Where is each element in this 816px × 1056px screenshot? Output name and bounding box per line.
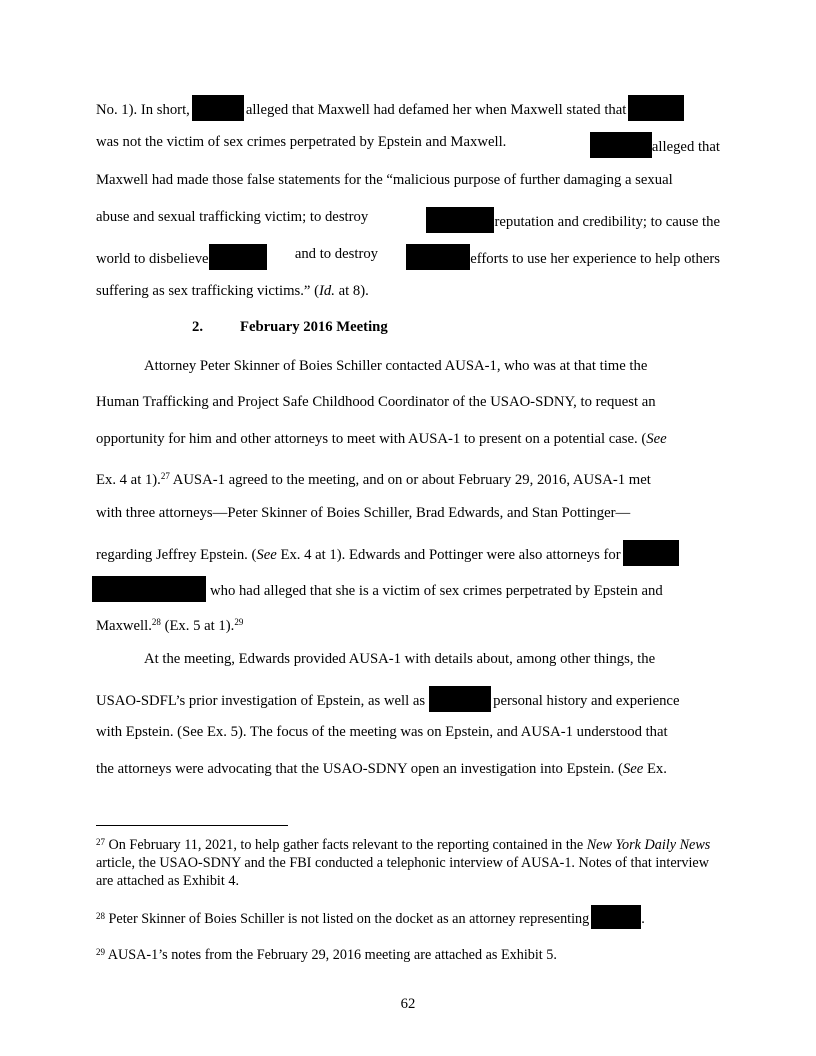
body-line-p2-5: with three attorneys—Peter Skinner of Boies Schiller, Brad Edwards, and Stan Pottinger— — [96, 505, 631, 521]
body-line-p3-2: USAO-SDFL’s prior investigation of Epstein, as well as personal history and experience — [96, 686, 720, 712]
redaction-box — [591, 905, 641, 929]
body-line-p2-1: Attorney Peter Skinner of Boies Schiller contacted AUSA-1, who was at that time the — [144, 358, 648, 374]
footnote-separator — [96, 825, 288, 826]
body-line-4: abuse and sexual trafficking victim; to destroy reputation and credibility; to cause the — [96, 207, 720, 233]
body-line-p2-6: regarding Jeffrey Epstein. (See Ex. 4 at 1). Edwards and Pottinger were also attorneys for — [96, 540, 720, 566]
redaction-box — [628, 95, 684, 121]
redaction-box — [429, 686, 491, 712]
body-line-p2-2: Human Trafficking and Project Safe Childhood Coordinator of the USAO-SDNY, to request an — [96, 394, 656, 410]
body-line-p3-1: At the meeting, Edwards provided AUSA-1 with details about, among other things, the — [144, 651, 656, 667]
section-heading: 2. February 2016 Meeting — [192, 319, 388, 335]
body-line-3: Maxwell had made those false statements for the “malicious purpose of further damaging a sexual — [96, 172, 673, 188]
body-line-1: No. 1). In short, alleged that Maxwell had defamed her when Maxwell stated that — [96, 95, 720, 121]
footnote-28: $^{28}$ Peter Skinner of Boies Schiller is not listed on the docket as an attorney representing . — [96, 905, 720, 929]
body-line-6: suffering as sex trafficking victims.” (Id. at 8). — [96, 283, 369, 299]
redaction-box — [406, 244, 470, 270]
redaction-box — [209, 244, 267, 270]
footnote-ref-28[interactable]: 28 — [151, 617, 161, 627]
page-number: 62 — [400, 996, 416, 1012]
body-line-p2-3: opportunity for him and other attorneys to meet with AUSA-1 to present on a potential case. (See — [96, 431, 667, 447]
footnote-ref-27[interactable]: 27 — [160, 471, 170, 481]
redaction-box — [623, 540, 679, 566]
body-line-p3-4: the attorneys were advocating that the USAO-SDNY open an investigation into Epstein. (See Ex. — [96, 761, 667, 777]
body-line-p2-7: who had alleged that she is a victim of sex crimes perpetrated by Epstein and — [92, 576, 720, 602]
body-line-p3-3: with Epstein. (See Ex. 5). The focus of the meeting was on Epstein, and AUSA-1 understood that — [96, 724, 668, 740]
redaction-box — [92, 576, 206, 602]
body-line-p2-4: Ex. 4 at 1).$^{27}$ AUSA-1 agreed to the meeting, and on or about February 29, 2016, AUSA-1 met — [96, 471, 651, 488]
footnote-27: $^{27}$ On February 11, 2021, to help gather facts relevant to the reporting contained in the New York Daily News article, the USAO-SDNY and the FBI conducted a telephonic interview of AUSA-1. Notes of that interview are attached as Exhibit 4. — [96, 837, 711, 889]
body-line-p2-8: Maxwell.$^{28}$ (Ex. 5 at 1).$^{29}$ — [96, 617, 244, 634]
redaction-box — [590, 132, 652, 158]
footnote-ref-29[interactable]: 29 — [234, 617, 244, 627]
body-line-2: was not the victim of sex crimes perpetrated by Epstein and Maxwell. alleged that — [96, 132, 720, 158]
redaction-box — [192, 95, 244, 121]
body-line-5: world to disbelieve and to destroy efforts to use her experience to help others — [96, 244, 720, 270]
redaction-box — [426, 207, 494, 233]
footnote-29: $^{29}$ AUSA-1’s notes from the February 29, 2016 meeting are attached as Exhibit 5. — [96, 947, 557, 963]
